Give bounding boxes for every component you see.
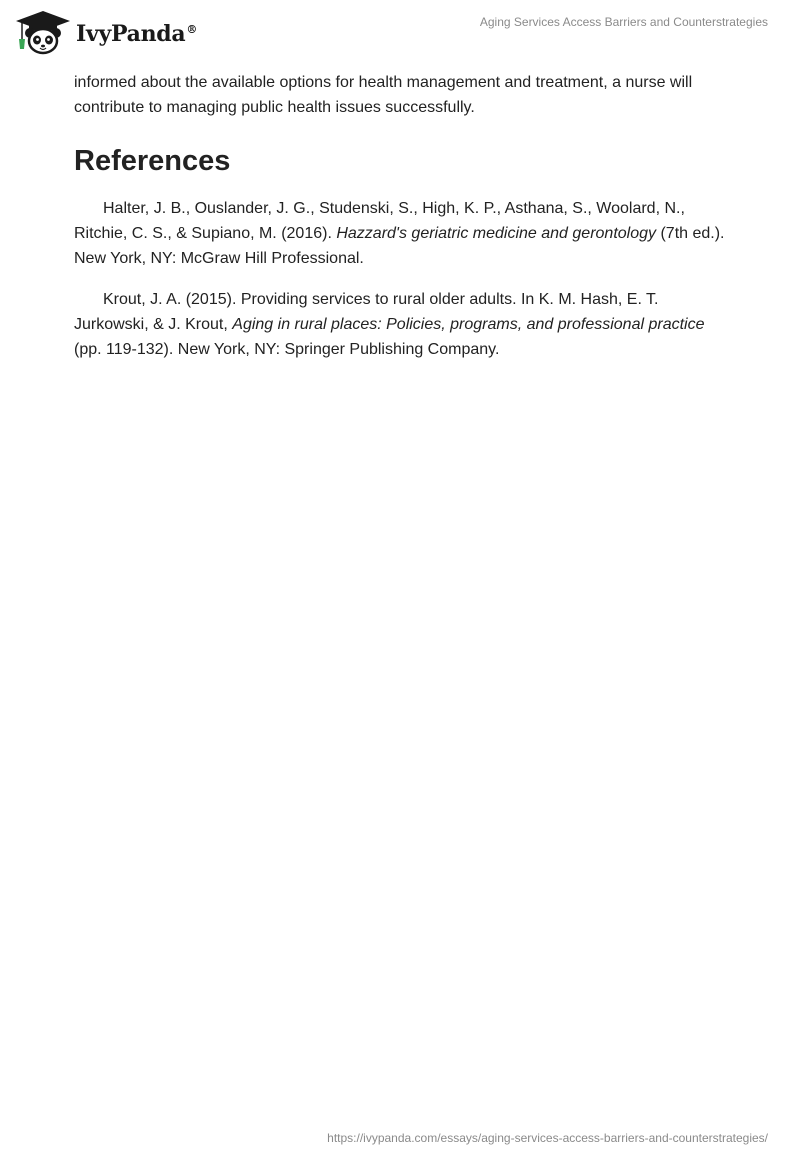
document-body <box>74 70 726 378</box>
reference-entry-2 <box>74 287 726 362</box>
reference-1-publisher: (7th ed.). New York, NY: McGraw Hill Professional. <box>74 225 725 267</box>
reference-entry-1 <box>74 196 726 271</box>
brand-name: IvyPanda® <box>76 21 198 47</box>
panda-graduation-cap-icon <box>14 9 72 55</box>
reference-1-title: Hazzard's geriatric medicine and gerontology <box>336 225 657 242</box>
registered-mark: ® <box>186 22 198 36</box>
brand-logo[interactable] <box>14 7 197 57</box>
reference-2-authors: Krout, J. A. (2015). Providing services to rural older adults. In K. M. Hash, E. T. Jurkowski, & J. Krout, <box>74 291 659 333</box>
document-title-header: Aging Services Access Barriers and Counterstrategies <box>479 15 768 29</box>
source-url-link[interactable]: https://ivypanda.com/essays/aging-services-access-barriers-and-counterstrategies/ <box>327 1131 768 1145</box>
intro-paragraph: informed about the available options for health management and treatment, a nurse will contribute to managing public health issues successfully. <box>74 74 693 116</box>
reference-1-authors: Halter, J. B., Ouslander, J. G., Studenski, S., High, K. P., Asthana, S., Woolard, N., Ritchie, C. S., & Supiano, M. (2016). <box>74 200 685 242</box>
reference-2-title: Aging in rural places: Policies, programs, and professional practice <box>232 316 705 333</box>
references-heading: References <box>74 145 231 177</box>
reference-2-publisher: (pp. 119-132). New York, NY: Springer Publishing Company. <box>74 341 500 358</box>
